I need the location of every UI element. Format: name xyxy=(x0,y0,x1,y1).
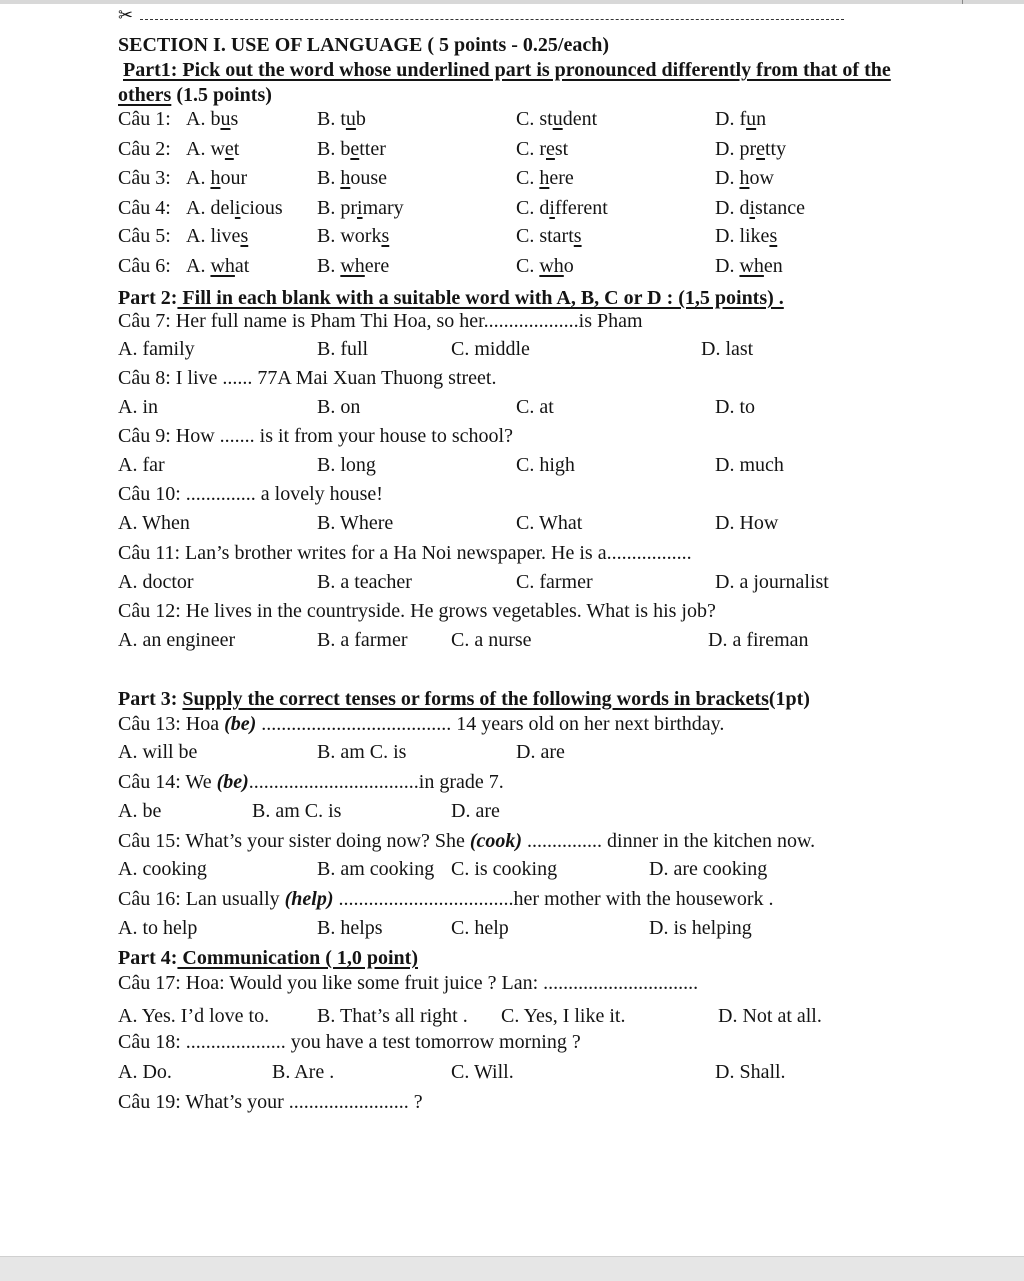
q2-option-b-post: tter xyxy=(359,138,386,160)
q12-option-d[interactable]: D. a fireman xyxy=(708,629,809,651)
q6-option-a[interactable] xyxy=(186,254,249,278)
q13-text: Câu 13: Hoa xyxy=(118,713,225,735)
q14-option-bc[interactable]: B. am C. is xyxy=(252,800,342,822)
q2-option-d-pre: D. pr xyxy=(715,138,757,160)
q8-option-a[interactable]: A. in xyxy=(118,396,158,418)
q7-option-a[interactable]: A. family xyxy=(118,338,195,360)
q9-option-c[interactable]: C. high xyxy=(516,454,575,476)
q2-option-b-pre: B. b xyxy=(317,138,351,160)
q1-option-a-underlined: u xyxy=(220,108,231,130)
q15-option-a[interactable]: A. cooking xyxy=(118,858,207,880)
section-title: SECTION I. USE OF LANGUAGE ( 5 points - 0.25/each) xyxy=(118,34,609,56)
scissors-icon: ✂ xyxy=(118,5,134,26)
q5-option-c-pre: C. start xyxy=(516,225,574,247)
part4-title-text: Communication ( 1,0 point) xyxy=(177,947,418,969)
part3-title-text: Supply the correct tenses or forms of the following words in brackets xyxy=(182,688,769,710)
q3-option-d-underlined: h xyxy=(739,167,750,189)
q6-option-c-underlined: wh xyxy=(539,255,564,277)
q16-verb: (help) xyxy=(284,888,334,910)
q9-option-d[interactable]: D. much xyxy=(715,454,784,476)
q8-option-c[interactable]: C. at xyxy=(516,396,554,418)
q3-option-c-post: ere xyxy=(549,167,574,189)
q17-option-d[interactable]: D. Not at all. xyxy=(718,1005,822,1027)
q6-option-d[interactable] xyxy=(715,254,783,278)
question-9: Câu 9: How ....... is it from your house to school? xyxy=(118,425,513,447)
q4-option-d-pre: D. d xyxy=(715,197,750,219)
q16-option-a[interactable]: A. to help xyxy=(118,917,198,939)
q2-option-a-underlined: e xyxy=(224,138,234,160)
q7-option-c[interactable]: C. middle xyxy=(451,338,530,360)
q4-option-a-pre: A. del xyxy=(186,197,235,219)
q6-option-d-post: en xyxy=(763,255,783,277)
q3-option-b-underlined: h xyxy=(340,167,351,189)
q3-option-c-underlined: h xyxy=(539,167,550,189)
q2-option-b[interactable] xyxy=(317,137,386,161)
q1-label: Câu 1: xyxy=(118,108,171,130)
q4-option-a-post: cious xyxy=(240,197,283,219)
q16-option-b[interactable]: B. helps xyxy=(317,917,383,939)
q14-verb: (be) xyxy=(216,771,249,793)
question-19: Câu 19: What’s your ........................ ? xyxy=(118,1091,423,1113)
q15-verb: (cook) xyxy=(469,830,523,852)
question-16 xyxy=(118,887,773,911)
q13-option-d[interactable]: D. are xyxy=(516,741,565,763)
q8-option-b[interactable]: B. on xyxy=(317,396,361,418)
q16-text: Câu 16: Lan usually xyxy=(118,888,285,910)
q1-option-b-underlined: u xyxy=(345,108,356,130)
q1-option-c-post: dent xyxy=(562,108,598,130)
dashed-cut-line xyxy=(140,19,844,20)
q12-option-b[interactable]: B. a farmer xyxy=(317,629,408,651)
q4-option-c-underlined: i xyxy=(549,197,555,219)
q1-option-c[interactable] xyxy=(516,107,597,131)
q5-option-a[interactable] xyxy=(186,224,248,248)
q3-option-d[interactable] xyxy=(715,166,774,190)
q13-option-bc[interactable]: B. am C. is xyxy=(317,741,407,763)
q1-option-d[interactable] xyxy=(715,107,766,131)
q4-option-d-post: stance xyxy=(755,197,805,219)
q7-option-b[interactable]: B. full xyxy=(317,338,369,360)
q12-option-c[interactable]: C. a nurse xyxy=(451,629,532,651)
q1-option-d-underlined: u xyxy=(746,108,757,130)
q6-option-a-post: at xyxy=(234,255,250,277)
q18-option-a[interactable]: A. Do. xyxy=(118,1061,172,1083)
q2-option-c[interactable] xyxy=(516,137,568,161)
q10-option-a[interactable]: A. When xyxy=(118,512,190,534)
q18-option-b[interactable]: B. Are . xyxy=(272,1061,335,1083)
q14-blank-text: ..................................in grade 7. xyxy=(248,771,504,793)
q16-option-d[interactable]: D. is helping xyxy=(649,917,752,939)
q6-option-c-post: o xyxy=(563,255,574,277)
question-8: Câu 8: I live ...... 77A Mai Xuan Thuong street. xyxy=(118,367,497,389)
q5-label: Câu 5: xyxy=(118,225,171,247)
q10-option-d[interactable]: D. How xyxy=(715,512,779,534)
q1-option-a[interactable] xyxy=(186,107,238,131)
question-11: Câu 11: Lan’s brother writes for a Ha Noi newspaper. He is a................. xyxy=(118,542,692,564)
q4-option-c-post: fferent xyxy=(554,197,608,219)
q2-option-d[interactable] xyxy=(715,137,786,161)
q15-text: Câu 15: What’s your sister doing now? She xyxy=(118,830,470,852)
q6-option-b[interactable] xyxy=(317,254,389,278)
q1-option-d-pre: D. f xyxy=(715,108,747,130)
q4-option-a-underlined: i xyxy=(234,197,241,219)
q3-option-b-pre: B. xyxy=(317,167,341,189)
q3-option-a-pre: A. xyxy=(186,167,211,189)
q14-option-d[interactable]: D. are xyxy=(451,800,500,822)
page-top-border xyxy=(0,0,1024,4)
q15-blank-text: ............... dinner in the kitchen now. xyxy=(522,830,816,852)
q2-option-d-underlined: e xyxy=(756,138,765,160)
q2-option-c-underlined: e xyxy=(546,138,555,160)
q5-option-b[interactable] xyxy=(317,224,389,248)
q14-option-a[interactable]: A. be xyxy=(118,800,162,822)
q1-option-b[interactable] xyxy=(317,107,366,131)
q1-option-d-post: n xyxy=(756,108,767,130)
q1-option-b-pre: B. t xyxy=(317,108,346,130)
q13-verb: (be) xyxy=(224,713,257,735)
q5-option-b-pre: B. work xyxy=(317,225,382,247)
q3-option-d-post: ow xyxy=(749,167,774,189)
part3-title xyxy=(118,687,810,711)
q9-option-a[interactable]: A. far xyxy=(118,454,165,476)
q7-option-d[interactable]: D. last xyxy=(701,338,754,360)
q2-option-a[interactable] xyxy=(186,137,239,161)
cut-line xyxy=(118,5,844,27)
q11-option-c[interactable]: C. farmer xyxy=(516,571,593,593)
q2-option-d-post: tty xyxy=(765,138,787,160)
q10-option-b[interactable]: B. Where xyxy=(317,512,394,534)
q4-option-d-underlined: i xyxy=(749,197,756,219)
q6-option-b-post: ere xyxy=(364,255,390,277)
q6-option-c[interactable] xyxy=(516,254,574,278)
q3-option-b[interactable] xyxy=(317,166,387,190)
q3-label: Câu 3: xyxy=(118,167,171,189)
q3-option-c-pre: C. xyxy=(516,167,540,189)
q6-option-d-pre: D. xyxy=(715,255,740,277)
part1-title-others: others xyxy=(118,84,172,106)
q5-option-a-underlined: s xyxy=(240,225,249,247)
question-14 xyxy=(118,770,504,794)
q5-option-d-pre: D. like xyxy=(715,225,770,247)
q6-option-b-underlined: wh xyxy=(340,255,365,277)
q9-option-b[interactable]: B. long xyxy=(317,454,376,476)
q1-option-c-underlined: u xyxy=(552,108,563,130)
q11-option-a[interactable]: A. doctor xyxy=(118,571,194,593)
q5-option-d-underlined: s xyxy=(769,225,778,247)
q4-option-b-underlined: i xyxy=(357,197,363,219)
q6-option-c-pre: C. xyxy=(516,255,540,277)
q1-option-b-post: b xyxy=(355,108,366,130)
q12-option-a[interactable]: A. an engineer xyxy=(118,629,236,651)
q15-option-b[interactable]: B. am cooking xyxy=(317,858,435,880)
q6-option-d-underlined: wh xyxy=(739,255,764,277)
q3-option-a[interactable] xyxy=(186,166,247,190)
q6-label: Câu 6: xyxy=(118,255,171,277)
part1-title-line1: Part1: Pick out the word whose underlined part is pronounced differently from that of the xyxy=(123,59,891,81)
q5-option-c[interactable] xyxy=(516,224,582,248)
part4-title-label: Part 4: xyxy=(118,947,178,969)
q3-option-d-pre: D. xyxy=(715,167,740,189)
q1-option-a-pre: A. b xyxy=(186,108,221,130)
q17-option-c[interactable]: C. Yes, I like it. xyxy=(501,1005,626,1027)
part3-title-label: Part 3: xyxy=(118,688,183,710)
q4-option-a[interactable] xyxy=(186,196,283,220)
question-13 xyxy=(118,712,724,736)
q1-option-c-pre: C. st xyxy=(516,108,553,130)
part2-title-text: Fill in each blank with a suitable word with A, B, C or D : (1,5 points) . xyxy=(177,287,784,309)
page-corner-tick xyxy=(962,0,963,4)
q8-option-d[interactable]: D. to xyxy=(715,396,755,418)
q4-option-d[interactable] xyxy=(715,196,805,220)
q2-option-a-post: t xyxy=(233,138,240,160)
q13-option-a[interactable]: A. will be xyxy=(118,741,198,763)
question-18: Câu 18: .................... you have a test tomorrow morning ? xyxy=(118,1031,581,1053)
q13-blank-text: ...................................... 14 years old on her next birthday. xyxy=(256,713,725,735)
q4-option-c-pre: C. d xyxy=(516,197,550,219)
q3-option-a-post: our xyxy=(220,167,248,189)
q2-option-c-pre: C. r xyxy=(516,138,546,160)
q18-option-c[interactable]: C. Will. xyxy=(451,1061,514,1083)
q2-option-b-underlined: e xyxy=(350,138,360,160)
q14-text: Câu 14: We xyxy=(118,771,217,793)
q5-option-b-underlined: s xyxy=(381,225,390,247)
q6-option-b-pre: B. xyxy=(317,255,341,277)
question-12: Câu 12: He lives in the countryside. He grows vegetables. What is his job? xyxy=(118,600,716,622)
q18-option-d[interactable]: D. Shall. xyxy=(715,1061,786,1083)
question-17: Câu 17: Hoa: Would you like some fruit juice ? Lan: ............................... xyxy=(118,972,699,994)
q4-option-b[interactable] xyxy=(317,196,404,220)
q4-option-c[interactable] xyxy=(516,196,608,220)
viewer-bottom-bar xyxy=(0,1256,1024,1281)
question-7: Câu 7: Her full name is Pham Thi Hoa, so her...................is Pham xyxy=(118,310,643,332)
q2-label: Câu 2: xyxy=(118,138,171,160)
q4-option-b-pre: B. pr xyxy=(317,197,357,219)
q6-option-a-underlined: wh xyxy=(210,255,235,277)
part3-title-points: (1pt) xyxy=(768,688,810,710)
q11-option-d[interactable]: D. a journalist xyxy=(715,571,829,593)
question-10: Câu 10: .............. a lovely house! xyxy=(118,483,383,505)
q4-option-b-post: mary xyxy=(362,197,404,219)
part2-title-label: Part 2: xyxy=(118,287,178,309)
q16-option-c[interactable]: C. help xyxy=(451,917,509,939)
q15-option-c[interactable]: C. is cooking xyxy=(451,858,558,880)
part1-title-points: (1.5 points) xyxy=(171,84,272,106)
q17-option-b[interactable]: B. That’s all right . xyxy=(317,1005,468,1027)
q11-option-b[interactable]: B. a teacher xyxy=(317,571,412,593)
q5-option-c-underlined: s xyxy=(573,225,582,247)
part4-title xyxy=(118,946,418,970)
q3-option-b-post: ouse xyxy=(350,167,388,189)
q6-option-a-pre: A. xyxy=(186,255,211,277)
q5-option-a-pre: A. live xyxy=(186,225,241,247)
q17-option-a[interactable]: A. Yes. I’d love to. xyxy=(118,1005,270,1027)
q2-option-a-pre: A. w xyxy=(186,138,225,160)
q4-label: Câu 4: xyxy=(118,197,171,219)
q16-blank-text: ...................................her mother with the housework . xyxy=(333,888,774,910)
part1-title-line2 xyxy=(118,83,272,107)
q2-option-c-post: st xyxy=(554,138,569,160)
question-15 xyxy=(118,829,815,853)
q5-option-d[interactable] xyxy=(715,224,777,248)
q3-option-a-underlined: h xyxy=(210,167,221,189)
q15-option-d[interactable]: D. are cooking xyxy=(649,858,768,880)
q1-option-a-post: s xyxy=(230,108,239,130)
q3-option-c[interactable] xyxy=(516,166,574,190)
part2-title xyxy=(118,286,784,310)
q10-option-c[interactable]: C. What xyxy=(516,512,583,534)
